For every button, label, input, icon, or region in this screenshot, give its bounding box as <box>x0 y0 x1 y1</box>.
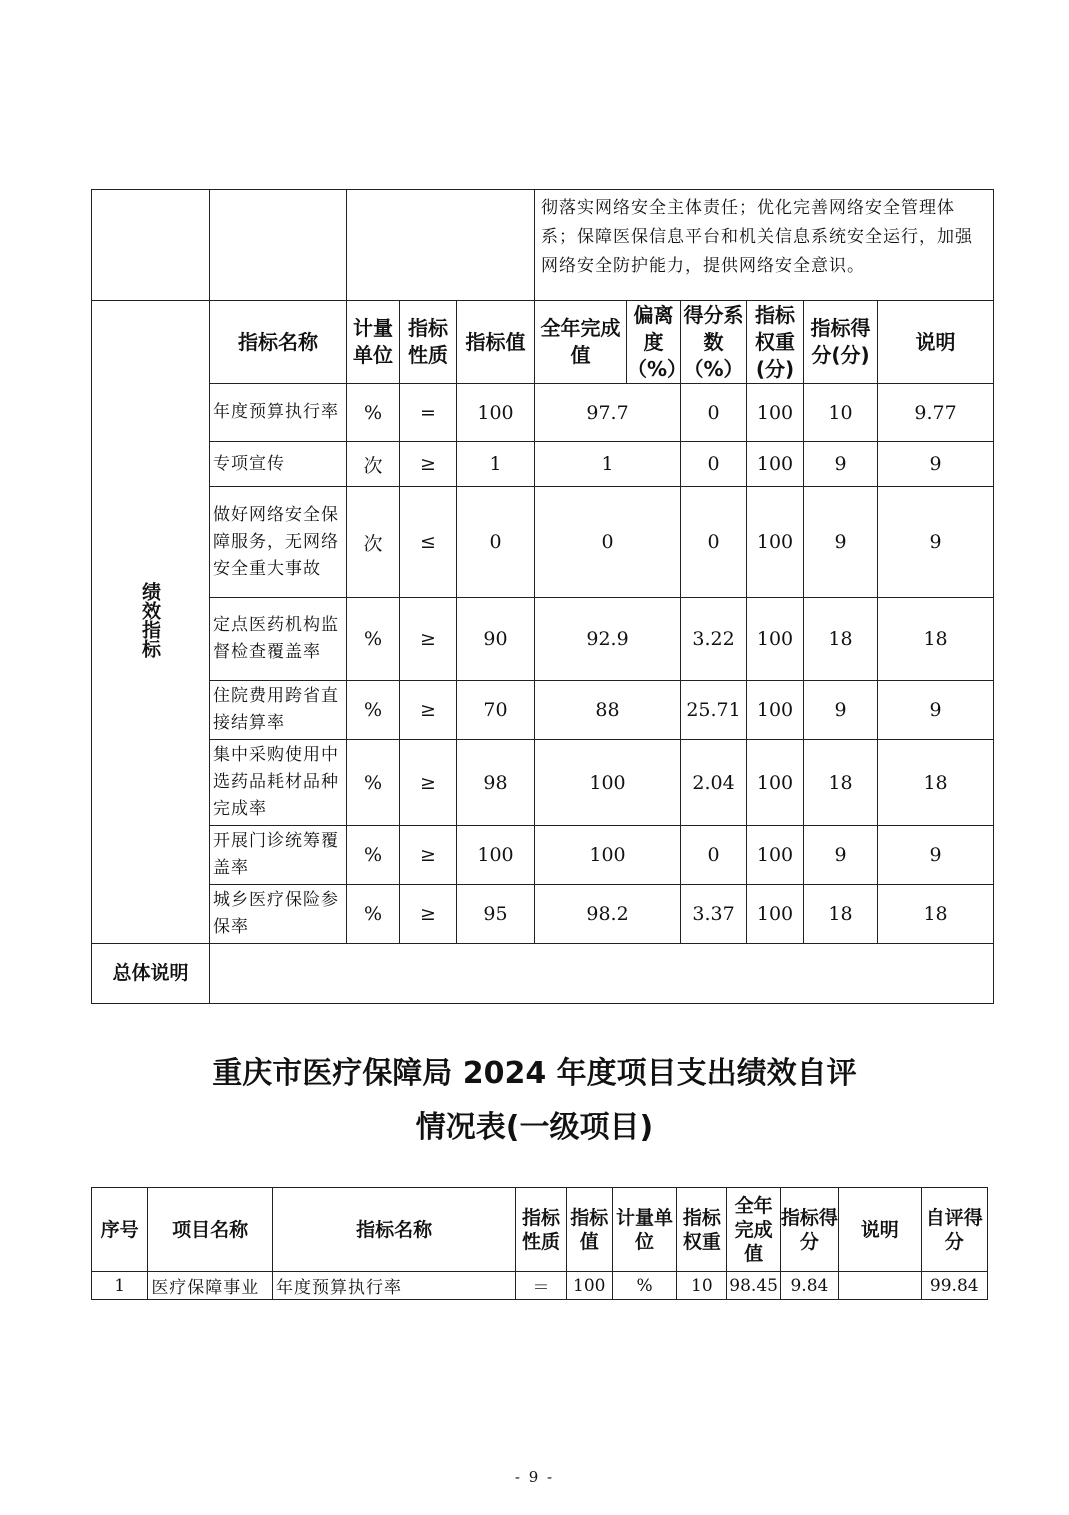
target-cell: 90 <box>457 598 535 681</box>
weight-cell: 18 <box>804 885 878 944</box>
score-cell: 18 <box>878 740 994 826</box>
nature-cell: = <box>400 384 457 442</box>
table-row <box>92 681 994 740</box>
actual-cell: 100 <box>535 826 681 885</box>
target-cell: 0 <box>457 487 535 598</box>
table-row <box>92 487 994 598</box>
indicator-name: 城乡医疗保险参保率 <box>210 885 347 944</box>
weight-cell: 18 <box>804 598 878 681</box>
seq-cell: 1 <box>92 1272 148 1300</box>
score-cell: 18 <box>878 885 994 944</box>
header-weight: 指标权重(分) <box>747 301 804 384</box>
score-cell: 9 <box>878 487 994 598</box>
score-cell: 9.84 <box>780 1272 838 1300</box>
weight-cell: 9 <box>804 681 878 740</box>
target-cell: 70 <box>457 681 535 740</box>
deviation-cell: 25.71 <box>681 681 747 740</box>
target-cell: 100 <box>457 384 535 442</box>
coefficient-cell: 100 <box>747 681 804 740</box>
target-cell: 1 <box>457 442 535 487</box>
actual-cell: 1 <box>535 442 681 487</box>
nature-cell: ≥ <box>400 681 457 740</box>
note-cell <box>839 1272 921 1300</box>
unit-cell: 次 <box>347 487 400 598</box>
summary-value <box>210 944 994 1004</box>
nature-cell: ≥ <box>400 442 457 487</box>
actual-cell: 98.2 <box>535 885 681 944</box>
header-note: 说明 <box>839 1188 921 1272</box>
indicator-name: 集中采购使用中选药品耗材品种完成率 <box>210 740 347 826</box>
unit-cell: % <box>347 681 400 740</box>
unit-cell: % <box>347 384 400 442</box>
content-continuation-text: 彻落实网络安全主体责任；优化完善网络安全管理体系；保障医保信息平台和机关信息系统安全运行，加强网络安全防护能力，提供网络安全意识。 <box>535 190 994 301</box>
deviation-cell: 0 <box>681 384 747 442</box>
header-weight: 指标权重 <box>677 1188 727 1272</box>
indicator-header-row <box>92 301 994 384</box>
table2-header-row <box>92 1188 988 1272</box>
nature-cell: ＝ <box>516 1272 566 1300</box>
header-score: 指标得分(分) <box>804 301 878 384</box>
table-row <box>92 384 994 442</box>
target-cell: 98 <box>457 740 535 826</box>
header-indicator-name: 指标名称 <box>273 1188 516 1272</box>
indicator-name-cell: 年度预算执行率 <box>273 1272 516 1300</box>
table-row <box>92 598 994 681</box>
header-deviation: 偏离度（%） <box>627 301 681 384</box>
nature-cell: ≥ <box>400 598 457 681</box>
deviation-cell: 3.22 <box>681 598 747 681</box>
table-row <box>92 885 994 944</box>
header-unit: 计量单位 <box>612 1188 676 1272</box>
header-actual: 全年完成值 <box>727 1188 780 1272</box>
indicator-name: 住院费用跨省直接结算率 <box>210 681 347 740</box>
weight-cell: 10 <box>804 384 878 442</box>
nature-cell: ≥ <box>400 885 457 944</box>
deviation-cell: 2.04 <box>681 740 747 826</box>
deviation-cell: 3.37 <box>681 885 747 944</box>
content-continuation-row <box>92 190 994 301</box>
table-row <box>92 740 994 826</box>
header-unit: 计量单位 <box>347 301 400 384</box>
actual-cell: 98.45 <box>727 1272 780 1300</box>
header-score: 指标得分 <box>780 1188 838 1272</box>
actual-cell: 88 <box>535 681 681 740</box>
unit-cell: % <box>612 1272 676 1300</box>
summary-label: 总体说明 <box>92 944 210 1004</box>
indicator-name: 专项宣传 <box>210 442 347 487</box>
nature-cell: ≥ <box>400 740 457 826</box>
nature-cell: ≥ <box>400 826 457 885</box>
project-self-evaluation-table <box>91 1187 988 1300</box>
indicator-name: 定点医药机构监督检查覆盖率 <box>210 598 347 681</box>
nature-cell: ≤ <box>400 487 457 598</box>
coefficient-cell: 100 <box>747 487 804 598</box>
header-actual: 全年完成值 <box>535 301 627 384</box>
deviation-cell: 0 <box>681 826 747 885</box>
group-label-cell <box>92 301 210 944</box>
header-nature: 指标性质 <box>516 1188 566 1272</box>
table-row <box>92 1272 988 1300</box>
page-number: - 9 - <box>514 1468 555 1486</box>
header-seq: 序号 <box>92 1188 148 1272</box>
coefficient-cell: 100 <box>747 384 804 442</box>
header-value: 指标值 <box>566 1188 612 1272</box>
target-cell: 100 <box>457 826 535 885</box>
score-cell: 9 <box>878 681 994 740</box>
target-cell: 95 <box>457 885 535 944</box>
summary-row <box>92 944 994 1004</box>
weight-cell: 9 <box>804 487 878 598</box>
header-self-score: 自评得分 <box>921 1188 987 1272</box>
coefficient-cell: 100 <box>747 826 804 885</box>
header-target: 指标值 <box>457 301 535 384</box>
group-label: 绩效指标 <box>139 581 161 658</box>
weight-cell: 9 <box>804 442 878 487</box>
header-nature: 指标性质 <box>400 301 457 384</box>
indicator-name: 年度预算执行率 <box>210 384 347 442</box>
page-title-line1: 重庆市医疗保障局 2024 年度项目支出绩效自评 <box>212 1056 857 1091</box>
deviation-cell: 0 <box>681 487 747 598</box>
header-project-name: 项目名称 <box>148 1188 273 1272</box>
table-row <box>92 826 994 885</box>
score-cell: 9 <box>878 442 994 487</box>
unit-cell: 次 <box>347 442 400 487</box>
value-cell: 100 <box>566 1272 612 1300</box>
actual-cell: 0 <box>535 487 681 598</box>
indicator-name: 开展门诊统筹覆盖率 <box>210 826 347 885</box>
header-indicator-name: 指标名称 <box>210 301 347 384</box>
coefficient-cell: 100 <box>747 885 804 944</box>
coefficient-cell: 100 <box>747 598 804 681</box>
self-score-cell: 99.84 <box>921 1272 987 1300</box>
project-name-cell: 医疗保障事业 <box>148 1272 273 1300</box>
table-row <box>92 442 994 487</box>
coefficient-cell: 100 <box>747 740 804 826</box>
coefficient-cell: 100 <box>747 442 804 487</box>
unit-cell: % <box>347 740 400 826</box>
header-coefficient: 得分系数（%） <box>681 301 747 384</box>
weight-cell: 9 <box>804 826 878 885</box>
performance-indicator-table <box>91 189 994 1004</box>
score-cell: 9.77 <box>878 384 994 442</box>
page-title-line2: 情况表(一级项目) <box>415 1110 654 1145</box>
deviation-cell: 0 <box>681 442 747 487</box>
score-cell: 18 <box>878 598 994 681</box>
actual-cell: 97.7 <box>535 384 681 442</box>
actual-cell: 100 <box>535 740 681 826</box>
actual-cell: 92.9 <box>535 598 681 681</box>
weight-cell: 18 <box>804 740 878 826</box>
header-note: 说明 <box>878 301 994 384</box>
indicator-name: 做好网络安全保障服务，无网络安全重大事故 <box>210 487 347 598</box>
unit-cell: % <box>347 885 400 944</box>
unit-cell: % <box>347 826 400 885</box>
weight-cell: 10 <box>677 1272 727 1300</box>
score-cell: 9 <box>878 826 994 885</box>
unit-cell: % <box>347 598 400 681</box>
